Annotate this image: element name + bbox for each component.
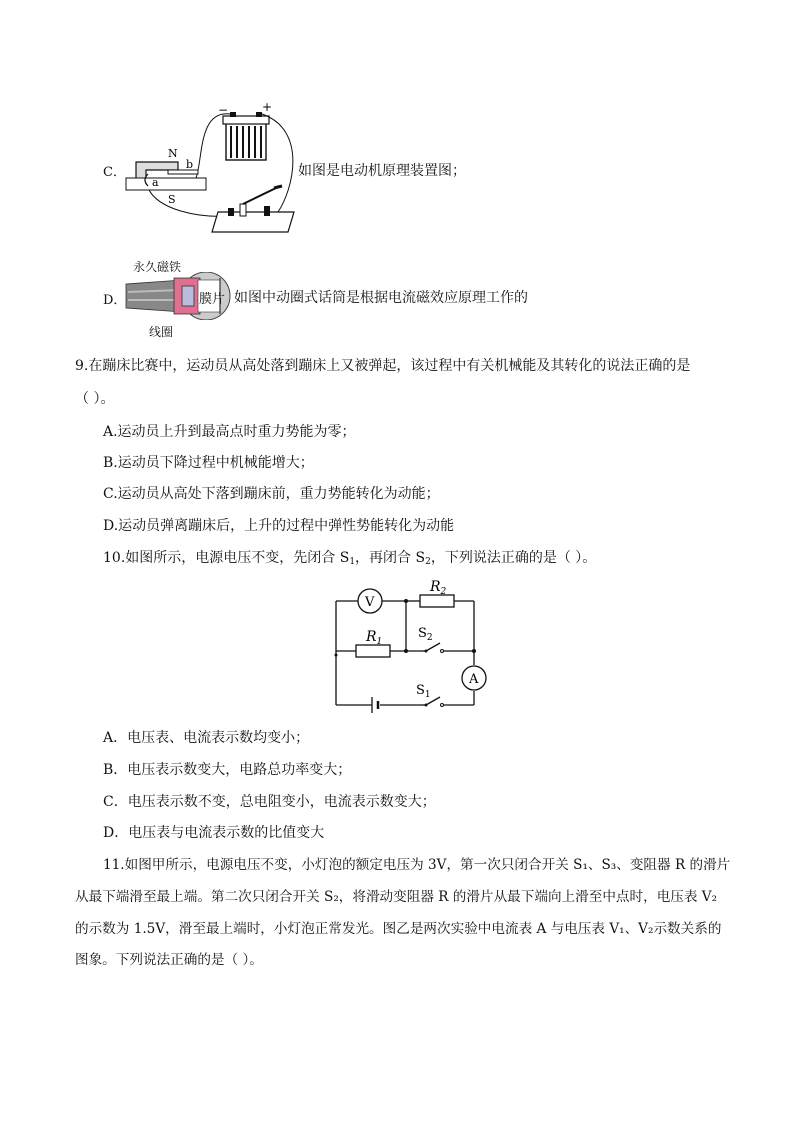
q11-stem-line4: 图象。下列说法正确的是（ ）。 — [75, 952, 263, 968]
coil-label: 线圈 — [149, 325, 174, 339]
q8-option-d-letter: D． — [103, 293, 127, 308]
magnet-label: 永久磁铁 — [133, 260, 182, 274]
magnet-icon — [126, 162, 206, 190]
rod-a-label: a — [152, 176, 159, 189]
q9-option-c: C.运动员从高处下落到蹦床前，重力势能转化为动能； — [103, 486, 440, 502]
diaphragm-label: 膜片 — [199, 292, 226, 307]
s1-label: $S_1$ — [416, 683, 431, 700]
s2-label: $S_2$ — [418, 626, 433, 643]
resistor-r2 — [420, 595, 454, 607]
q8-option-c-text: 如图是电动机原理装置图； — [298, 163, 466, 179]
q9-stem-line1: 9.在蹦床比赛中，运动员从高处落到蹦床上又被弹起，该过程中有关机械能及其转化的说法正确的是 — [75, 358, 691, 374]
voltmeter-label: V — [365, 595, 375, 610]
q11-stem-line3: 的示数为 1.5V，滑至最上端时，小灯泡正常发光。图乙是两次实验中电流表 A 与电压表 V₁、V₂示数关系的 — [75, 921, 722, 937]
magnet-s-label: S — [168, 193, 176, 206]
q10-option-d: D．电压表与电流表示数的比值变大 — [103, 825, 325, 841]
q9-option-d: D.运动员弹离蹦床后，上升的过程中弹性势能转化为动能 — [103, 518, 455, 534]
resistor-r1 — [356, 645, 390, 657]
q8-option-d-text: 如图中动圈式话筒是根据电流磁效应原理工作的 — [234, 290, 528, 306]
r2-label: $R_2$ — [430, 579, 447, 597]
motor-apparatus-figure — [118, 100, 303, 240]
q11-stem-line1: 11.如图甲所示，电源电压不变，小灯泡的额定电压为 3V，第一次只闭合开关 S₁、S₃、变阻器 R 的滑片 — [103, 857, 731, 873]
q10-option-a: A．电压表、电流表示数均变小； — [103, 730, 310, 746]
q11-stem-line2: 从最下端滑至最上端。第二次只闭合开关 S₂，将滑动变阻器 R 的滑片从最下端向上滑至中点时，电压表 V₂ — [75, 889, 718, 905]
q10-stem: 10.如图所示，电源电压不变，先闭合 $S_1$，再闭合 $S_2$，下列说法正确的是（ ）。 — [103, 550, 597, 567]
ammeter-label: A — [469, 672, 479, 687]
q9-option-a: A.运动员上升到最高点时重力势能为零； — [103, 424, 356, 440]
q8-option-c-letter: C． — [103, 165, 126, 180]
q9-stem-line2: （ ）。 — [75, 391, 115, 407]
battery-icon — [223, 112, 269, 160]
r1-label: $R_1$ — [366, 629, 383, 647]
q9-option-b: B.运动员下降过程中机械能增大； — [103, 455, 314, 471]
rod-b-label: b — [186, 158, 194, 171]
battery-minus-label: − — [218, 103, 229, 117]
battery-plus-label: + — [262, 100, 273, 114]
magnet-n-label: N — [168, 147, 178, 160]
q10-circuit-diagram — [330, 575, 500, 713]
q10-option-c: C．电压表示数不变，总电阻变小，电流表示数变大； — [103, 794, 436, 810]
q10-option-b: B．电压表示数变大，电路总功率变大； — [103, 762, 352, 778]
battery-icon — [372, 697, 378, 713]
knife-switch-icon — [212, 186, 294, 232]
